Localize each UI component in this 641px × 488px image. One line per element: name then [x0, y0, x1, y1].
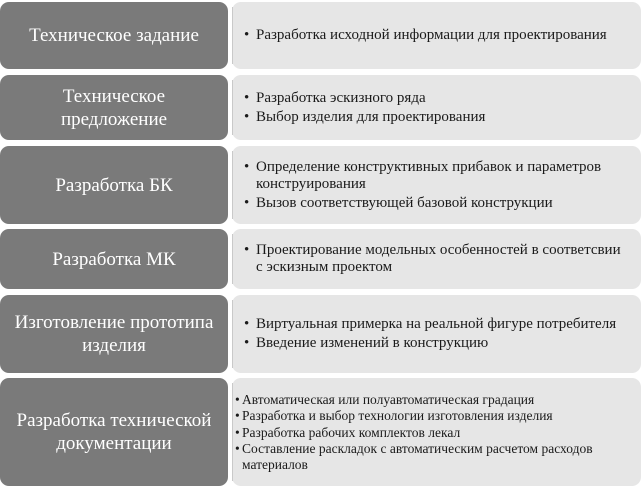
stage-details [232, 2, 641, 69]
stage-label: Техническое предложение [0, 75, 228, 140]
stage-technical-assignment [0, 2, 641, 69]
stage-label: Техническое задание [0, 2, 228, 69]
detail-item: • Разработка рабочих комплектов лекал [235, 425, 631, 441]
stage-label: Разработка технической документации [0, 378, 228, 486]
detail-item: • Проектирование модельных особенностей в соответсвии с эскизным проектом [242, 242, 631, 276]
detail-item: • Виртуальная примерка на реальной фигуре потребителя [242, 316, 631, 333]
detail-item: • Автоматическая или полуавтоматическая градация [235, 392, 631, 408]
stage-details [232, 146, 641, 224]
detail-item: • Определение конструктивных прибавок и параметров конструирования [242, 159, 631, 193]
stage-label: Разработка БК [0, 146, 228, 224]
stage-label: Разработка МК [0, 229, 228, 289]
detail-item: • Введение изменений в конструкцию [242, 335, 631, 352]
detail-item: • Разработка эскизного ряда [242, 90, 631, 107]
detail-item: • Вызов соответствующей базовой конструкции [242, 195, 631, 212]
stage-details [232, 75, 641, 140]
stage-prototype [0, 295, 641, 373]
stage-label: Изготовление прототипа изделия [0, 295, 228, 373]
stage-model-construction [0, 229, 641, 289]
detail-item: • Составление раскладок с автоматическим расчетом расходов материалов [235, 441, 631, 472]
detail-item: • Выбор изделия для проектирования [242, 109, 631, 126]
stage-technical-proposal [0, 75, 641, 140]
stage-base-construction [0, 146, 641, 224]
stage-details [232, 378, 641, 486]
detail-item: • Разработка исходной информации для проектирования [242, 27, 631, 44]
detail-item: • Разработка и выбор технологии изготовления изделия [235, 408, 631, 424]
stage-technical-documentation [0, 378, 641, 486]
stage-details [232, 229, 641, 289]
stage-details [232, 295, 641, 373]
